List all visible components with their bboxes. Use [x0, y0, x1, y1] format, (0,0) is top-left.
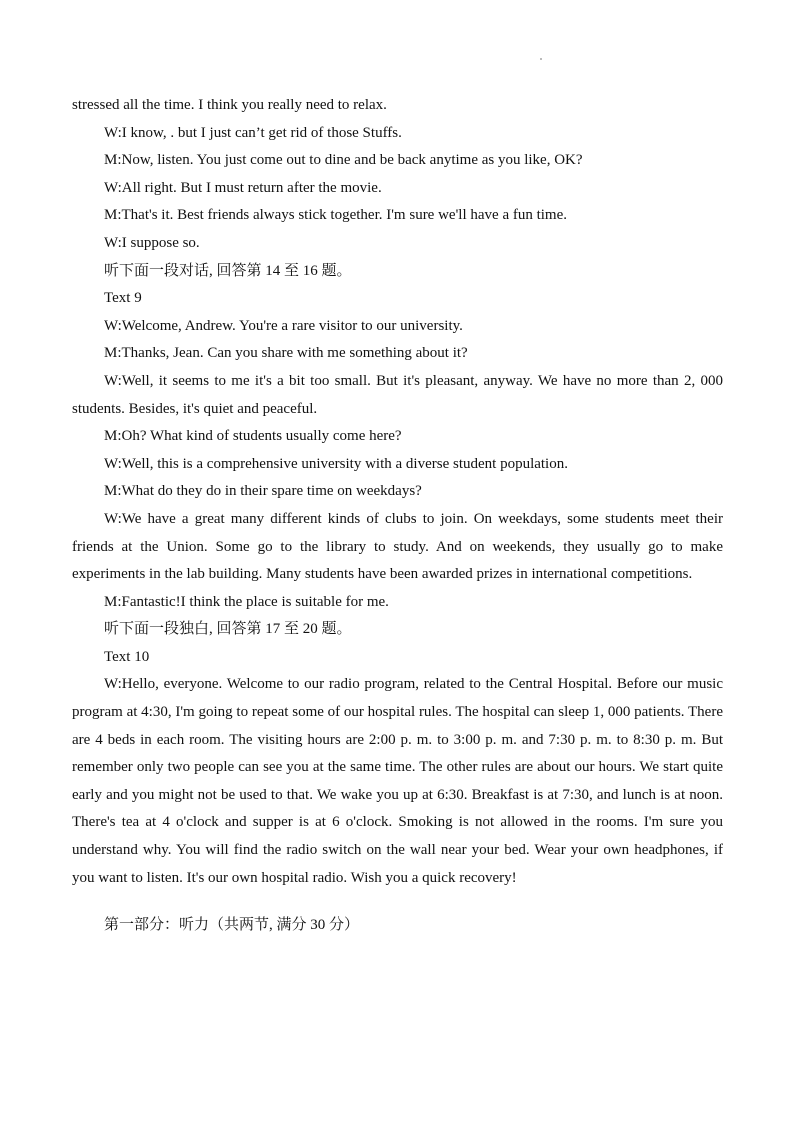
text-line: stressed all the time. I think you really need to relax.	[72, 97, 387, 113]
monologue-paragraph: W:Hello, everyone. Welcome to our radio program, related to the Central Hospital. Before our music program at 4:30, I'm going to repeat some of our hospital rules. The hospital can sleep 1, 000 patients. There are 4 beds in each room. The visiting hours are 2:00 p. m. to 3:00 p. m. and 7:30 p. m. to 8:30 p. m. But remember only two people can see you at the same time. The other rules are about our hours. We start quite early and you might not be used to that. We wake you up at 6:30. Breakfast is at 7:30, and lunch is at noon. There's tea at 4 o'clock and supper is at 6 o'clock. Smoking is not allowed in the rooms. I'm sure you understand why. You will find the radio switch on the wall near your bed. Wear your own headphones, if you want to listen. It's our own hospital radio. Wish you a quick recovery!	[72, 676, 723, 886]
dialogue-line: W:I know, . but I just can’t get rid of those Stuffs.	[104, 124, 402, 141]
part-heading: 第一部分：听力（共两节, 满分 30 分）	[104, 917, 360, 934]
dialogue-line: M:Now, listen. You just come out to dine and be back anytime as you like, OK?	[104, 152, 583, 169]
dialogue-line: M:Fantastic!I think the place is suitable for me.	[104, 593, 389, 610]
text-heading: Text 9	[104, 290, 142, 307]
dialogue-line: W:Welcome, Andrew. You're a rare visitor to our university.	[104, 317, 463, 334]
dialogue-line: M:That's it. Best friends always stick together. I'm sure we'll have a fun time.	[104, 207, 568, 224]
scan-speck	[540, 58, 542, 60]
transcript-body	[72, 92, 723, 940]
text-heading: Text 10	[104, 648, 150, 665]
section-instruction: 听下面一段独白, 回答第 17 至 20 题。	[104, 621, 352, 638]
dialogue-paragraph: W:We have a great many different kinds of clubs to join. On weekdays, some students meet their friends at the Union. Some go to the library to study. And on weekends, they usually go to make experiments in the lab building. Many students have been awarded prizes in international competitions.	[72, 510, 723, 583]
dialogue-line: M:Thanks, Jean. Can you share with me something about it?	[104, 345, 468, 362]
spacer	[72, 892, 723, 912]
dialogue-line: M:What do they do in their spare time on weekdays?	[104, 483, 422, 500]
dialogue-line: M:Oh? What kind of students usually come here?	[104, 428, 402, 445]
section-instruction: 听下面一段对话, 回答第 14 至 16 题。	[104, 262, 352, 279]
dialogue-line: W:All right. But I must return after the movie.	[104, 179, 382, 196]
dialogue-line: W:I suppose so.	[104, 234, 200, 251]
dialogue-paragraph: W:Well, it seems to me it's a bit too small. But it's pleasant, anyway. We have no more than 2, 000 students. Besides, it's quiet and peaceful.	[72, 372, 723, 417]
dialogue-line: W:Well, this is a comprehensive university with a diverse student population.	[104, 455, 568, 472]
